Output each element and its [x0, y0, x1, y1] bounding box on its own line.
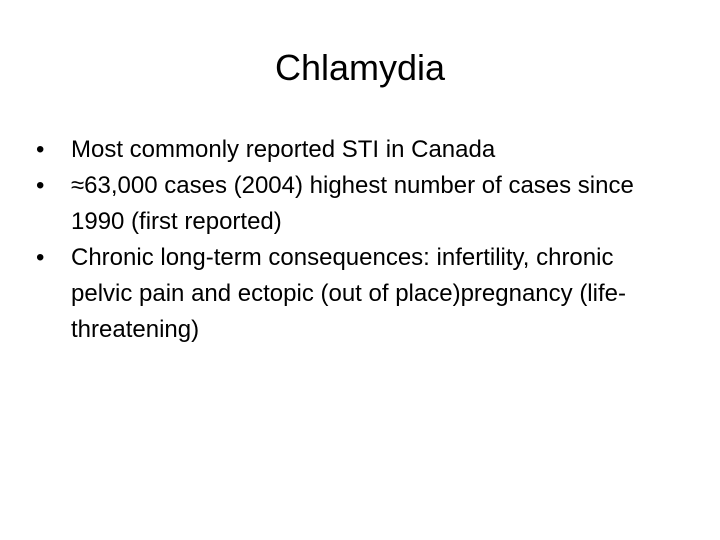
bullet-list: [36, 132, 676, 348]
bullet-text: Chronic long-term consequences: infertility, chronic pelvic pain and ectopic (out of place)pregnancy (life-threatening): [71, 244, 626, 343]
bullet-text: ≈63,000 cases (2004) highest number of cases since 1990 (first reported): [71, 172, 634, 235]
bullet-dot-icon: •: [36, 244, 45, 271]
bullet-item: [36, 240, 676, 348]
slide-title: Chlamydia: [274, 47, 446, 88]
bullet-item: [36, 132, 676, 168]
bullet-text: Most commonly reported STI in Canada: [71, 136, 496, 163]
bullet-dot-icon: •: [36, 172, 45, 199]
bullet-item: [36, 168, 676, 240]
bullet-dot-icon: •: [36, 136, 45, 163]
